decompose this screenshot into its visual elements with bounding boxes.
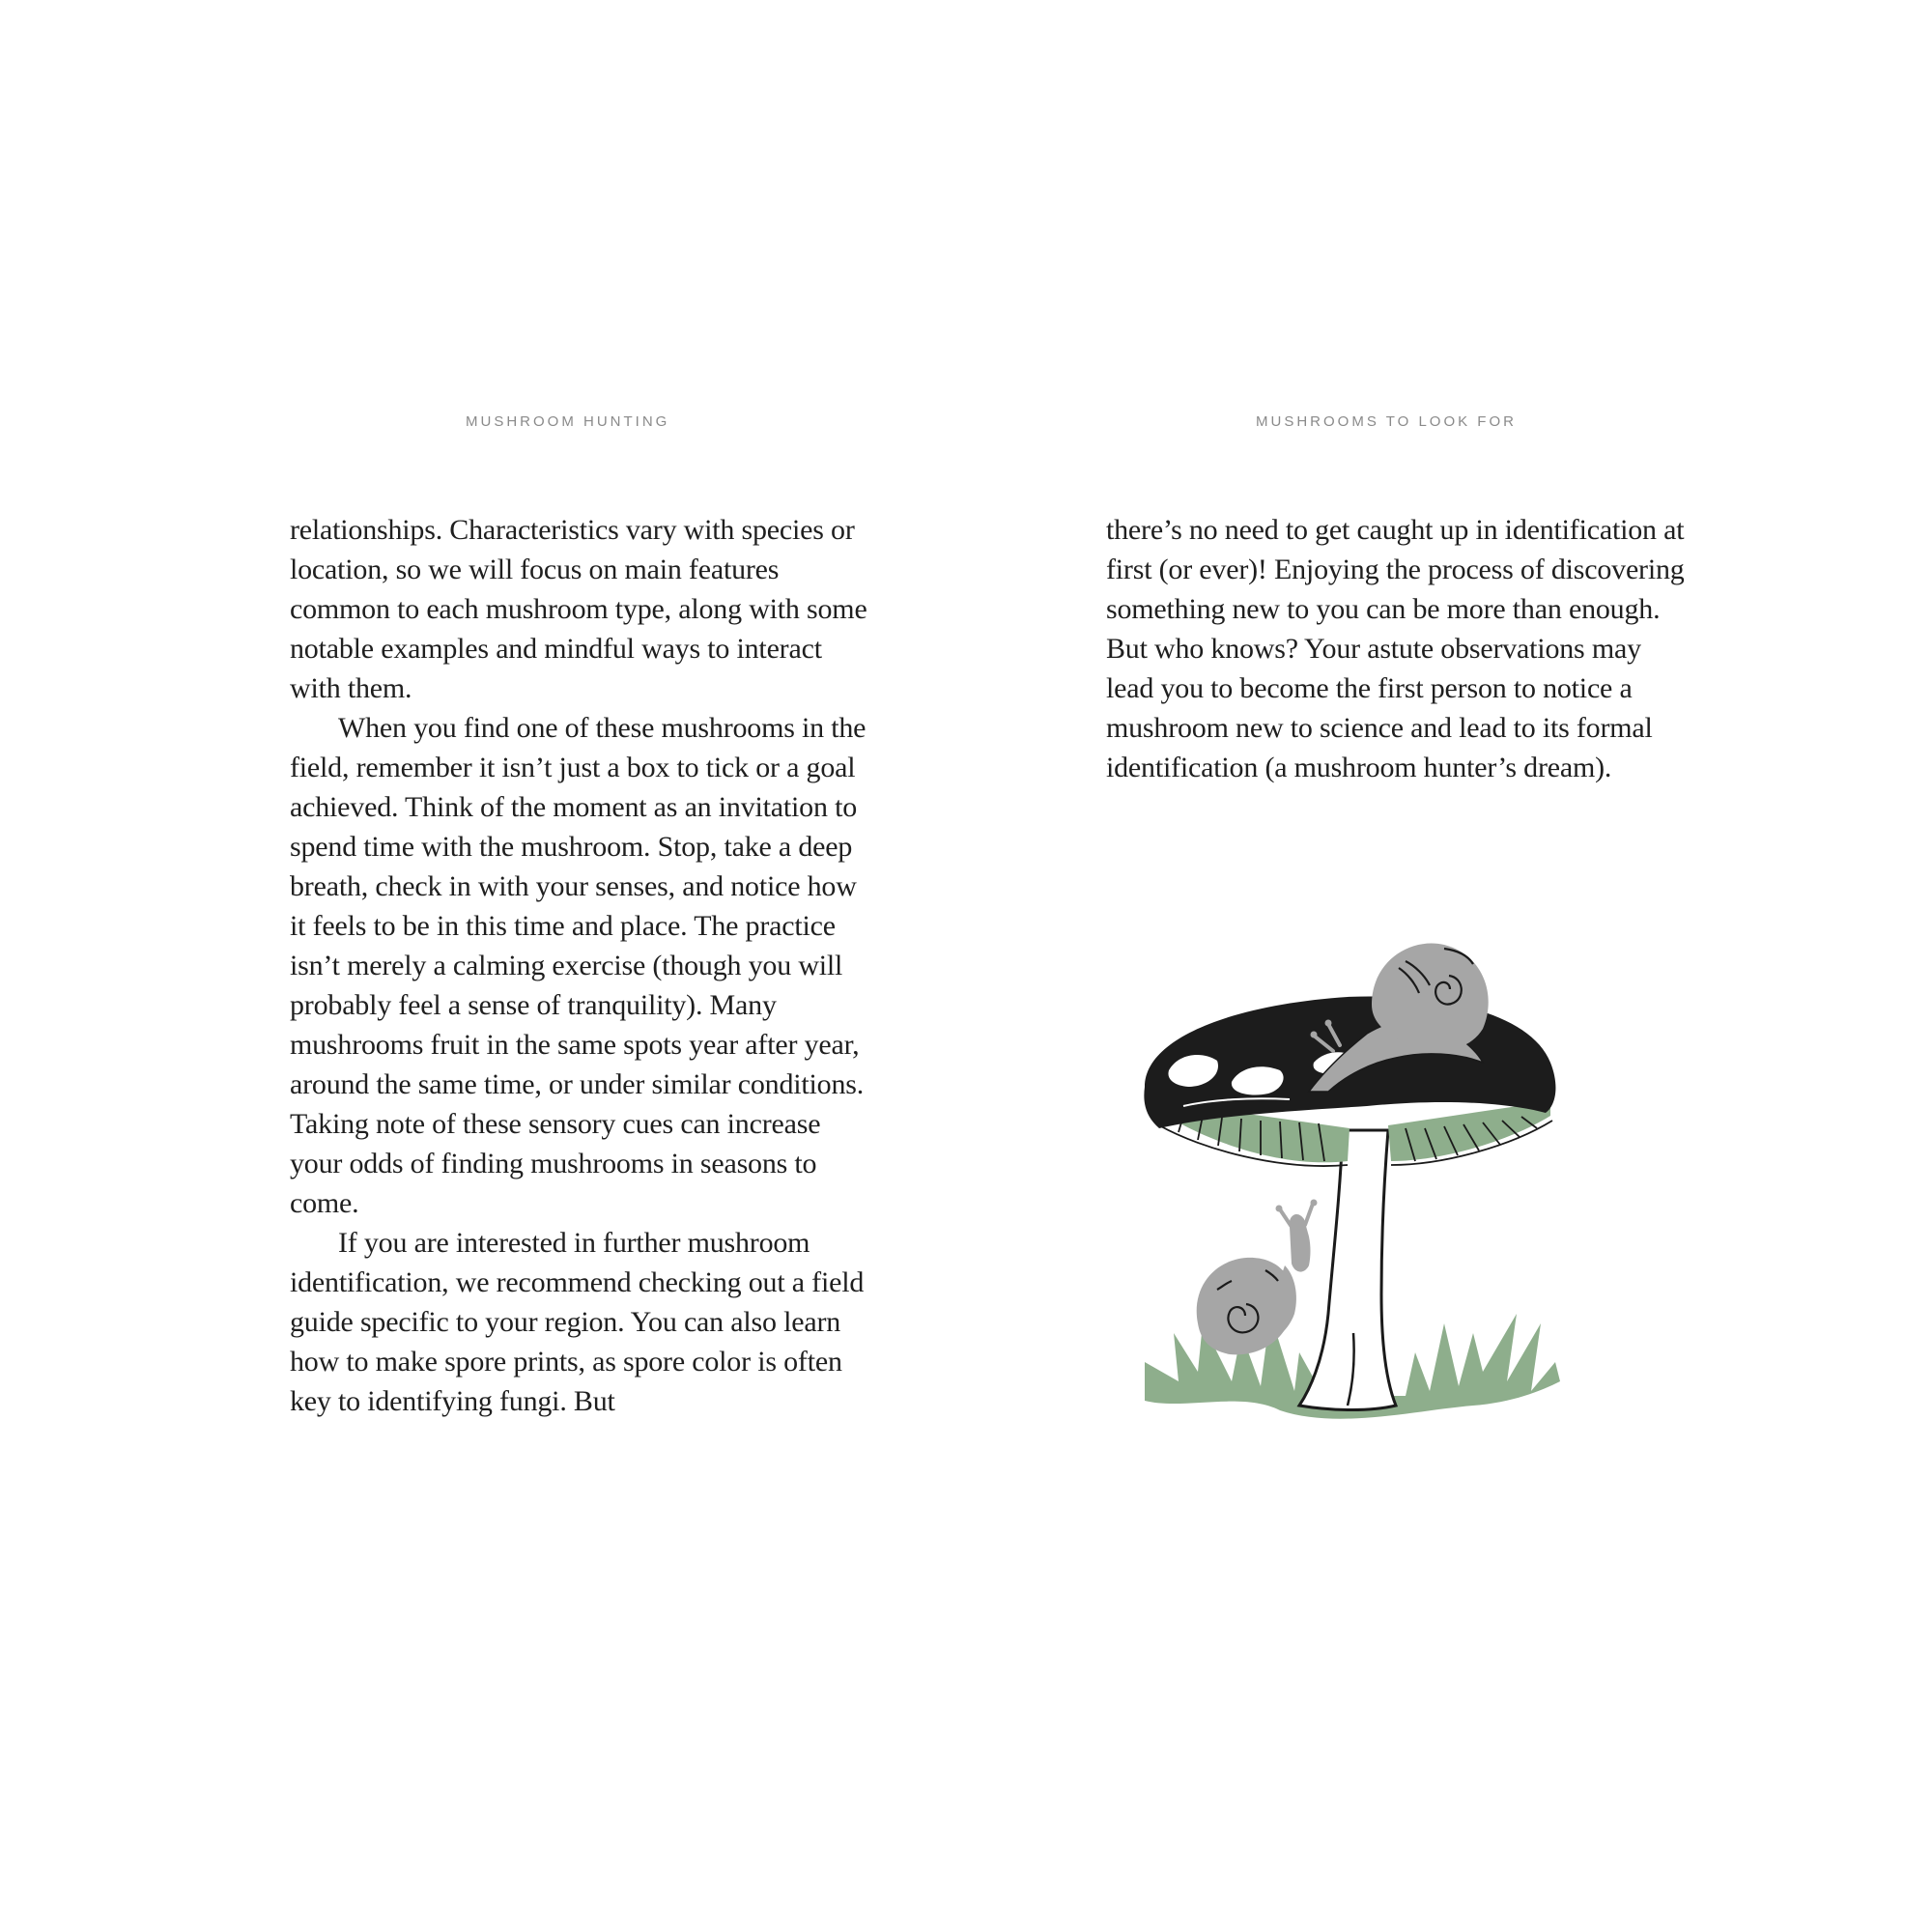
mushroom-stem-icon [1299, 1130, 1396, 1410]
right-page [966, 0, 1932, 1932]
running-head-left: MUSHROOM HUNTING [466, 413, 670, 430]
snail-icon [1197, 1200, 1318, 1355]
paragraph: relationships. Characteristics vary with species or location, so we will focus on main features common to each mushroom type, along with some notable examples and mindful ways to interact with them. [290, 514, 867, 704]
paragraph: When you find one of these mushrooms in the field, remember it isn’t just a box to tick or a goal achieved. Think of the moment as an invitation to spend time with the mushroom. Stop, take a deep breath, check in with your senses, and notice how it feels to be in this time and place. The practice isn’t merely a calming exercise (though you will probably feel a sense of tranquility). Many mushrooms fruit in the same spots year after year, around the same time, or under similar conditions. Taking note of these sensory cues can increase your odds of finding mushrooms in seasons to come. [290, 712, 867, 1219]
running-head-right: MUSHROOMS TO LOOK FOR [1256, 413, 1517, 430]
mushroom-with-snails-illustration [1125, 908, 1608, 1488]
paragraph: If you are interested in further mushroom identification, we recommend checking out a field guide specific to your region. You can also learn how to make spore prints, as spore color is often key to identifying fungi. But [290, 1227, 865, 1417]
right-text-block [1106, 510, 1686, 787]
paragraph: there’s no need to get caught up in identification at first (or ever)! Enjoying the process of discovering something new to you can be more than enough. But who knows? Your astute observations may lead you to become the first person to notice a mushroom new to science and lead to its formal identification (a mushroom hunter’s dream). [1106, 514, 1685, 783]
left-text-block [290, 510, 869, 1421]
